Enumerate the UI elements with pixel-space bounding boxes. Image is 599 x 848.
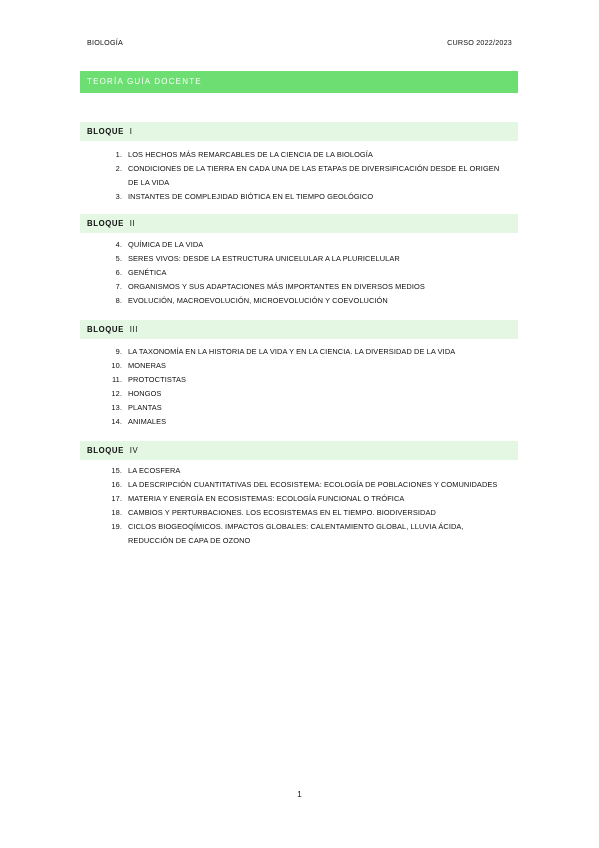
topic-number: 15. bbox=[111, 466, 122, 475]
topic-text: CAMBIOS Y PERTURBACIONES. LOS ECOSISTEMAS EN EL TIEMPO. BIODIVERSIDAD bbox=[128, 508, 436, 517]
block-header-3 bbox=[80, 320, 518, 339]
block-label: BLOQUE bbox=[87, 127, 124, 136]
topic-text: INSTANTES DE COMPLEJIDAD BIÓTICA EN EL TIEMPO GEOLÓGICO bbox=[128, 192, 374, 201]
topic-text: PLANTAS bbox=[128, 403, 162, 412]
topic-text: MONERAS bbox=[128, 361, 167, 370]
topic-number: 19. bbox=[111, 522, 122, 531]
block-label: BLOQUE bbox=[87, 325, 124, 334]
topic-text: LOS HECHOS MÁS REMARCABLES DE LA CIENCIA DE LA BIOLOGÍA bbox=[128, 150, 373, 159]
topic-number: 5. bbox=[115, 254, 122, 263]
block-roman: II bbox=[129, 219, 136, 228]
topic-number: 13. bbox=[111, 403, 122, 412]
topic-text: HONGOS bbox=[128, 389, 162, 398]
topic-item bbox=[100, 238, 500, 252]
topic-text: LA DESCRIPCIÓN CUANTITATIVAS DEL ECOSISTEMA: ECOLOGÍA DE POBLACIONES Y COMUNIDADES bbox=[128, 480, 498, 489]
topic-text: LA TAXONOMÍA EN LA HISTORIA DE LA VIDA Y EN LA CIENCIA. LA DIVERSIDAD DE LA VIDA bbox=[128, 347, 456, 356]
topic-number: 17. bbox=[111, 494, 122, 503]
topic-item bbox=[100, 492, 500, 506]
topic-number: 18. bbox=[111, 508, 122, 517]
header-subject: BIOLOGÍA bbox=[87, 38, 123, 47]
topic-text: ANIMALES bbox=[128, 417, 167, 426]
block-header-2 bbox=[80, 214, 518, 233]
topic-item bbox=[100, 464, 500, 478]
topic-number: 1. bbox=[115, 150, 122, 159]
topic-item bbox=[100, 401, 500, 415]
topic-text: MATERIA Y ENERGÍA EN ECOSISTEMAS: ECOLOGÍA FUNCIONAL O TRÓFICA bbox=[128, 494, 405, 503]
topic-number: 6. bbox=[115, 268, 122, 277]
topic-text: ORGANISMOS Y SUS ADAPTACIONES MÁS IMPORTANTES EN DIVERSOS MEDIOS bbox=[128, 282, 425, 291]
block-header-4 bbox=[80, 441, 518, 460]
topic-item bbox=[100, 162, 500, 190]
block-roman: III bbox=[129, 325, 139, 334]
topic-list-3 bbox=[100, 345, 500, 429]
block-label: BLOQUE bbox=[87, 446, 124, 455]
topic-number: 4. bbox=[115, 240, 122, 249]
topic-text: LA ECOSFERA bbox=[128, 466, 181, 475]
topic-item bbox=[100, 190, 500, 204]
topic-text: EVOLUCIÓN, MACROEVOLUCIÓN, MICROEVOLUCIÓN Y COEVOLUCIÓN bbox=[128, 296, 388, 305]
topic-number: 9. bbox=[115, 347, 122, 356]
topic-text: CICLOS BIOGEOQÍMICOS. IMPACTOS GLOBALES: CALENTAMIENTO GLOBAL, LLUVIA ÁCIDA, REDUCCIÓN DE CAPA DE OZONO bbox=[128, 522, 464, 545]
block-roman: IV bbox=[129, 446, 139, 455]
topic-item bbox=[100, 252, 500, 266]
topic-item bbox=[100, 359, 500, 373]
topic-item bbox=[100, 387, 500, 401]
topic-item bbox=[100, 520, 500, 548]
topic-list-1 bbox=[100, 148, 500, 204]
topic-number: 14. bbox=[111, 417, 122, 426]
page-number: 1 bbox=[297, 790, 302, 799]
topic-item bbox=[100, 345, 500, 359]
topic-text: GENÉTICA bbox=[128, 268, 167, 277]
topic-item bbox=[100, 478, 500, 492]
topic-text: SERES VIVOS: DESDE LA ESTRUCTURA UNICELULAR A LA PLURICELULAR bbox=[128, 254, 400, 263]
topic-item bbox=[100, 266, 500, 280]
block-label: BLOQUE bbox=[87, 219, 124, 228]
topic-list-4 bbox=[100, 464, 500, 548]
topic-item bbox=[100, 148, 500, 162]
topic-item bbox=[100, 294, 500, 308]
topic-number: 3. bbox=[115, 192, 122, 201]
topic-number: 16. bbox=[111, 480, 122, 489]
topic-item bbox=[100, 415, 500, 429]
section-title: TEORÍA GUÍA DOCENTE bbox=[80, 71, 518, 93]
topic-item bbox=[100, 280, 500, 294]
header-course: CURSO 2022/2023 bbox=[447, 38, 512, 47]
topic-number: 2. bbox=[115, 164, 122, 173]
topic-list-2 bbox=[100, 238, 500, 308]
topic-text: CONDICIONES DE LA TIERRA EN CADA UNA DE LAS ETAPAS DE DIVERSIFICACIÓN DESDE EL ORIGEN DE LA VIDA bbox=[128, 164, 500, 187]
topic-item bbox=[100, 506, 500, 520]
topic-item bbox=[100, 373, 500, 387]
topic-number: 7. bbox=[115, 282, 122, 291]
topic-text: QUÍMICA DE LA VIDA bbox=[128, 240, 204, 249]
topic-text: PROTOCTISTAS bbox=[128, 375, 187, 384]
block-roman: I bbox=[129, 127, 133, 136]
topic-number: 11. bbox=[111, 375, 122, 384]
topic-number: 12. bbox=[111, 389, 122, 398]
topic-number: 8. bbox=[115, 296, 122, 305]
topic-number: 10. bbox=[111, 361, 122, 370]
block-header-1 bbox=[80, 122, 518, 141]
